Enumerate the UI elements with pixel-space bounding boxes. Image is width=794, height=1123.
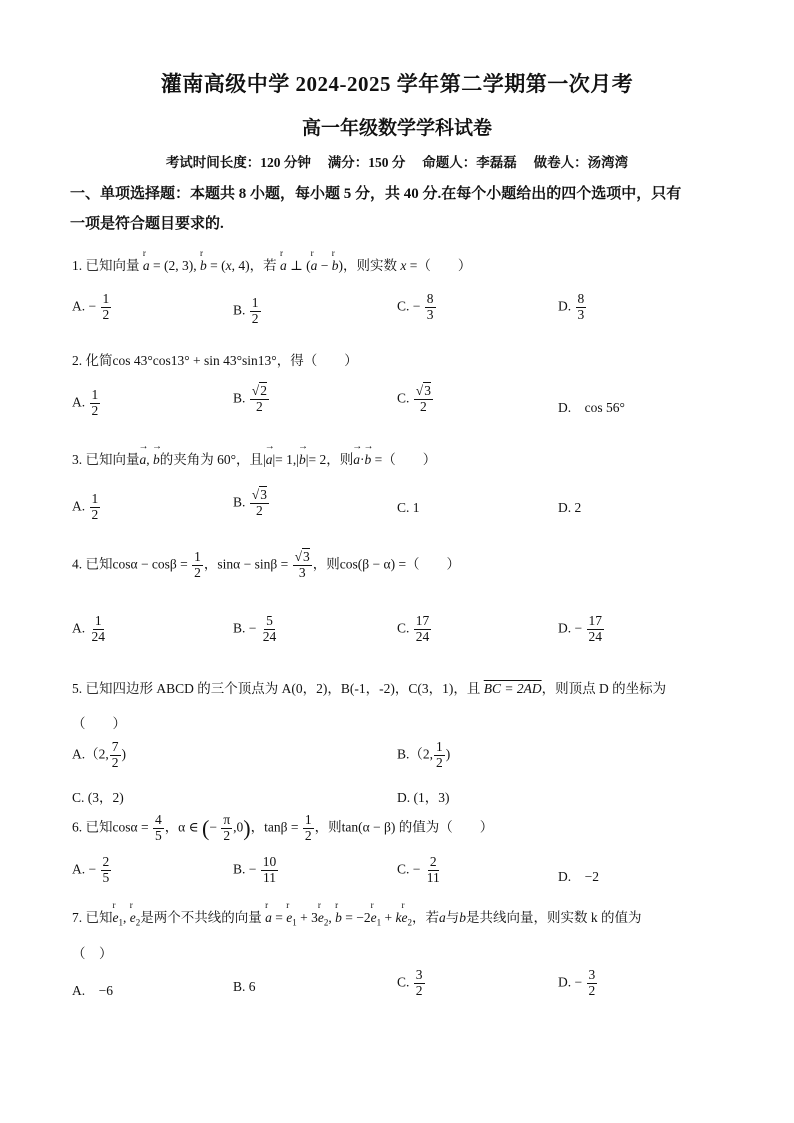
q4-option-a[interactable]: A. $\frac{1}{24}$	[72, 613, 105, 644]
q6-option-d[interactable]: D. −2	[558, 869, 599, 884]
q2-option-a[interactable]: A. $\frac{1}{2}$	[72, 387, 99, 418]
q2-option-c[interactable]: C. $\frac{√3}{2}$	[397, 383, 431, 414]
exam-title: 灌南高级中学 2024-2025 学年第二学期第一次月考	[160, 72, 634, 96]
section-heading-line2: 一项是符合题目要求的.	[70, 216, 224, 232]
question-7: 7. 已知r $e_1$, r $e_2$是两个不共线的向量 r a = r $e_1 + 3r$ $e_2$, r b = −2r $e_1$ + kr $e_2$，若a与b是共线向量，则实数 k 的值为	[72, 906, 641, 928]
q5-vector-equation: BC = 2AD	[483, 681, 542, 696]
q1-option-a[interactable]: A. − $\frac{1}{2}$	[72, 291, 110, 322]
q3-option-d[interactable]: D. 2	[558, 500, 582, 515]
q6-option-a[interactable]: A. − $\frac{2}{5}$	[72, 854, 110, 885]
q1-condition: r a ⊥ (r a − r b)	[280, 258, 343, 273]
q7-option-c[interactable]: C. $\frac{3}{2}$	[397, 967, 423, 998]
q7-option-d[interactable]: D. − $\frac{3}{2}$	[558, 967, 596, 998]
q3-option-c[interactable]: C. 1	[397, 500, 420, 515]
q1-vectors: r a = (2, 3), r b = (x, 4)	[143, 258, 250, 273]
question-5: 5. 已知四边形 ABCD 的三个顶点为 A(0，2)，B(-1，-2)，C(3，1)，且 BC = 2AD，则顶点 D 的坐标为	[72, 681, 667, 696]
q1-stem-c: ，则实数	[343, 258, 398, 273]
question-3: 3. 已知向量→ a, → b的夹角为 60°，且|→ a|= 1,|→ b|= 2，则→ a·→ b =（ ）	[72, 448, 436, 468]
question-4: 4. 已知cosα − cosβ = $\frac{1}{2}$ ，sinα − sinβ = $\frac{√3}{3}$ ，则cos(β − α) =（ ）	[72, 549, 461, 580]
q5-option-d[interactable]: D. (1，3)	[397, 790, 450, 805]
q3-option-b[interactable]: B. $\frac{√3}{2}$	[233, 487, 267, 518]
q1-stem-d: =（ ）	[409, 258, 472, 273]
q4-option-c[interactable]: C. $\frac{17}{24}$	[397, 613, 430, 644]
q1-option-b[interactable]: B. $\frac{1}{2}$	[233, 295, 259, 326]
q7-paren: （ ）	[72, 946, 113, 961]
q2-option-d[interactable]: D. cos 56°	[558, 400, 625, 415]
exam-subtitle: 高一年级数学学科试卷	[301, 118, 492, 139]
q5-option-c[interactable]: C. (3，2)	[72, 790, 124, 805]
q1-stem-b: ，若	[249, 258, 277, 273]
q1-stem: 1. 已知向量	[72, 258, 140, 273]
q2-option-b[interactable]: B. $\frac{√2}{2}$	[233, 383, 267, 414]
q3-option-a[interactable]: A. $\frac{1}{2}$	[72, 491, 99, 522]
exam-info: 考试时间长度：120 分钟 满分：150 分 命题人：李磊磊 做卷人：汤湾湾	[165, 155, 629, 170]
q1-option-d[interactable]: D. $\frac{8}{3}$	[558, 291, 585, 322]
q5-option-a[interactable]: A.（2, $\frac{7}{2}$ )	[72, 739, 126, 770]
q4-option-b[interactable]: B. − $\frac{5}{24}$	[233, 613, 277, 644]
q6-option-b[interactable]: B. − $\frac{10}{11}$	[233, 854, 277, 885]
q4-option-d[interactable]: D. − $\frac{17}{24}$	[558, 613, 602, 644]
q5-paren: （ ）	[72, 716, 126, 731]
q1-option-c[interactable]: C. − $\frac{8}{3}$	[397, 291, 434, 322]
question-2: 2. 化简cos 43°cos13° + sin 43°sin13°，得（ ）	[72, 353, 358, 368]
question-1: 1. 已知向量 r a = (2, 3), r b = (x, 4)，若 r a ⊥ (r a − r b)，则实数 x =（ ）	[72, 254, 471, 274]
section-heading-line1: 一、单项选择题：本题共 8 小题，每小题 5 分，共 40 分.在每个小题给出的四个选项中，只有	[70, 186, 682, 202]
question-6: 6. 已知cosα = $\frac{4}{5}$ ，α ∈ (− $\frac{\pi}{2}$ ,0)，tanβ = $\frac{1}{2}$ ，则tan(α − β) 的值为（ ）	[72, 812, 494, 843]
q5-option-b[interactable]: B.（2, $\frac{1}{2}$ )	[397, 739, 451, 770]
q6-option-c[interactable]: C. − $\frac{2}{11}$	[397, 854, 440, 885]
q7-option-b[interactable]: B. 6	[233, 979, 256, 994]
q7-option-a[interactable]: A. −6	[72, 983, 113, 998]
